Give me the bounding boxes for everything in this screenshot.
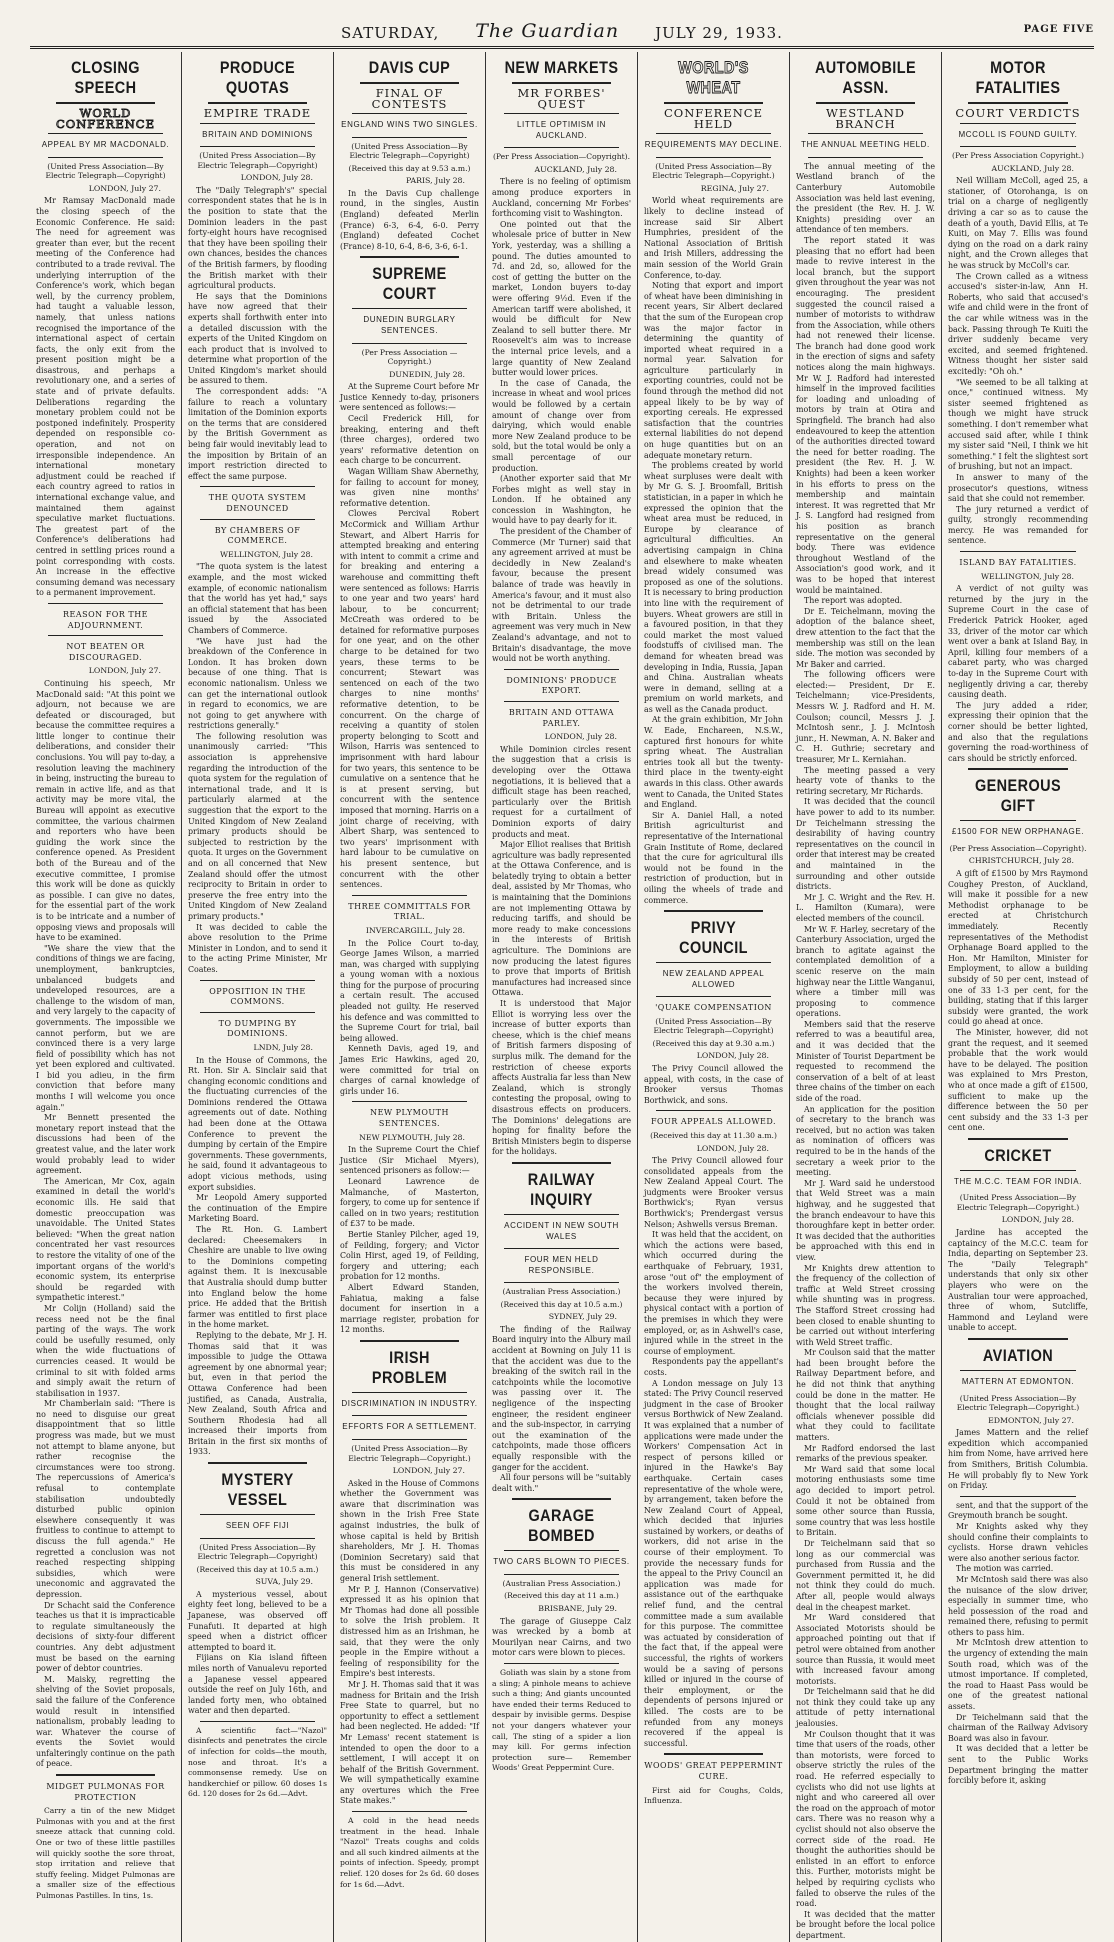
subheadline: EMPIRE TRADE: [203, 106, 312, 120]
divider: [352, 1392, 467, 1393]
article-paragraph: It was held that the accident, on which the actions were based, which occurred during the earthquake of February, 1931, arose "out of" the employment of the workers involved therein, because they were injured by physical contact with a portion of the premises in which they were employed, or, as in Ashwell's case, injured while in the street in the course of employment.: [644, 1230, 783, 1356]
article-paragraph: Fijians on Kia island fifteen miles north of Vanualevu reported a Japanese vessel appeared outside the reef on July 16th, and landed forty men, who obtained water and then departed.: [188, 1653, 327, 1716]
article-paragraph: Mr P. J. Hannon (Conservative) expressed it as his opinion that Mr Thomas had done all possible to solve the Irish problem. It distressed him as an Irishman, he said, that they were the only people in the Empire without a feeling of responsibility for the Empire's best interests.: [340, 1584, 479, 1679]
divider: [360, 1340, 459, 1342]
article-paragraph: In answer to many of the prosecutor's questions, witness said that she could not remember.: [948, 472, 1088, 504]
divider: [664, 910, 763, 912]
article-paragraph: A gift of £1500 by Mrs Raymond Coughey Preston, of Auckland, will make it possible for a new Methodist orphanage to be erected at Christchurch immediately. Recently representatives of the Methodist Orphanage Board applied to the Hon. Mr Hamilton, Minister for Employment, to allow a building subsidy of 50 per cent, instead of one of 33 1-3 per cent, for the building, stating that if this larger subsidy were granted, the work could go ahead at once.: [948, 869, 1088, 1027]
article-paragraph: Clowes Percival Robert McCormick and William Arthur Stewart, and Albert Harris for attempted breaking and entering with intent to commit a crime and for breaking and entering a warehouse and committing theft were sentenced as follows: Harris to one year and two years' hard labour, to be concurrent; McCreath was ordered to be detained for reformative purposes for one year, and on the other charge to be detained for two years, these terms to be concurrent; Stewart was sentenced on each of the two charges to nine months' reformative detention, to be concurrent. On the charge of receiving a quantity of stolen property belonging to Scott and Wilson, Harris was sentenced to imprisonment with hard labour for two years, this sentence to be cumulative on a sentence that he is at present serving, but concurrent with the sentence imposed that morning. Harris on a joint charge of receiving, with Albert Sharp, was sentenced to two years' imprisonment with hard labour to be cumulative on his present sentence, but concurrent with the other sentences.: [340, 509, 479, 890]
section-subhead: REASON FOR THE ADJOURNMENT.: [62, 609, 149, 630]
advert-text: A scientific fact—"Nazol" disinfects and penetrates the circle of infection for colds—the mouth, nose and throat. It's a commonsense remedy. Use on handkerchief or pillow. 60 doses 1s 6d. 120 doses for 2s 6d.—Advt.: [188, 1725, 327, 1799]
wire-credit: (United Press Association—By Electric Telegraph—Copyright): [197, 151, 318, 170]
article-paragraph: The following officers were elected:— President, Dr E. Teichelmann; vice-Presidents, Messrs W. J. Radford and H. M. Coulson; council, Messrs J. J. McIntosh senr., J. J. McIntosh junr., H. Newman, A. N. Baker and C. H. Guthrie; secretary and treasurer, Mr L. Kerniahan.: [796, 670, 935, 765]
subheadline: CONFERENCE HELD: [664, 106, 763, 131]
article-paragraph: The jury added a rider, expressing their opinion that the corner should be better lighted, and also that the regulations governing the road-worthiness of cars should be strictly enforced.: [948, 700, 1088, 763]
article-paragraph: World wheat requirements are likely to decline instead of increase said Sir Albert Humphries, president of the National Association of British and Irish Millers, addressing the main session of the World Grain Conference, to-day.: [644, 196, 783, 280]
article-paragraph: The annual meeting of the Westland branch of the Canterbury Automobile Association was held last evening, the president (the Rev. H. J. W. Knights) presiding over an attendance of ten members.: [796, 161, 935, 235]
article-paragraph: He says that the Dominions have now agreed that their experts shall forthwith enter into a detailed discussion with the experts of the United Kingdom on each product that is involved to determine what proportion of the United Kingdom's market should be assured to them.: [188, 291, 327, 386]
article-paragraph: The report stated it was pleasing that no effort had been made to revive interest in the local branch, but the support given throughout the year was not encouraging. The president suggested the council raised a number of motorists to withdraw from the Association, while others had not renewed their license. The branch had done good work in the erection of signs and safety notices along the main highways. Mr W. J. Radford had interested himself in the improved facilities for loading and unloading of motors by train at Otira and Springfield. The branch had also endeavoured to keep the attention of the authorities directed toward the need for better roading. The president (the Rev. H. J. W. Knights) had been a keen worker in his efforts to press on the membership and maintain interest. It was regretted that Mr J. S. Langford had resigned from his position as branch representative on the general body. There was evidence throughout Westland of the Association's good work, and it was to be hoped that interest would be maintained.: [796, 235, 935, 595]
article-paragraph: In the case of Canada, the increase in wheat and wool prices would be followed by a certain amount of change over from dairying, which would enable more New Zealand produce to be sold, but the total would be only a small percentage of our production.: [492, 378, 631, 473]
dateline: CHRISTCHURCH, July 28.: [968, 856, 1074, 866]
article-paragraph: Mr Leopold Amery supported the continuation of the Empire Marketing Board.: [188, 1193, 327, 1224]
divider: [48, 635, 163, 636]
article-paragraph: Asked in the House of Commons whether the Government was aware that discrimination was shown in the Irish Free State against industries, the bulk of whose capital is held by British shareholders, Mr J. H. Thomas (Dominion Secretary) said that this must be considered in any general Irish settlement.: [340, 1478, 479, 1583]
section-subhead: DOMINIONS' PRODUCE EXPORT.: [506, 675, 617, 696]
divider: [360, 82, 459, 84]
divider: [200, 519, 315, 520]
article-paragraph: Mr Ramsay MacDonald made the closing speech of the Economic Conference. He said: The need for agreement was greater than ever, but the recent meeting of the Conference had contributed to a trade revival. The underlying interruption of the Conference's work, which began well, by the currency problem, had taught a valuable lesson, namely, that unless nations recognised the importance of the international aspect of certain facts, the only exit from the present position might be a disastrous, and perhaps a revolutionary one, and a series of state and of private defaults. Deliberations regarding the monetary problem could not be postponed indefinitely. Prosperity depended on responsible co-operation, and not on irresponsible independence. An international monetary adjustment could be reached if each country agreed to ratios in international exchange value, and maintained them against speculative market fluctuations. The greatest part of the Conference's deliberations had centred in settling prices round a point corresponding with costs. An increase in the effective consuming demand was necessary to a permanent improvement.: [36, 196, 175, 598]
deck: THE ANNUAL MEETING HELD.: [801, 140, 930, 150]
article-paragraph: The following resolution was unanimously carried: "This association is apprehensive regarding the introduction of the quota system for the regulation of international trade, and it is particularly alarmed at the suggestion that the export to the United Kingdom of New Zealand primary products should be subjected to restriction by the quota. It urges on the Government and on all concerned that New Zealand should offer the utmost reciprocity to Britain in order to preserve the free entry into the United Kingdom of New Zealand primary products.": [188, 731, 327, 921]
article-paragraph: A verdict of not guilty was returned by the jury in the Supreme Court in the case of Frederick Patrick Hooker, aged 33, driver of the motor car which went over a bank at Island Bay, in April, killing four members of a cabaret party, who was charged to-day in the Supreme Court with negligently driving a car, thereby causing death.: [948, 584, 1088, 700]
section-subhead: OPPOSITION IN THE COMMONS.: [209, 986, 306, 1007]
section-subhead: NOT BEATEN OR DISCOURAGED.: [66, 642, 145, 662]
deck: NEW ZEALAND APPEAL ALLOWED: [662, 969, 765, 989]
divider: [968, 1138, 1068, 1140]
subheadline: FINAL OF CONTESTS: [371, 86, 448, 111]
dateline: WELLINGTON, July 28.: [220, 549, 313, 559]
divider: [352, 137, 467, 138]
article-paragraph: Noting that export and import of wheat have been diminishing in recent years, Sir Albert declared that the sum of the European crop was the major factor in determining the quantity of imported wheat required in a normal year. Salvation for agriculture particularly in exporting countries, could not be found through the method did not appeal likely to be by way of exporting cereals. He expressed satisfaction that the countries external liabilities do not depend on huge quantities but on an adequate monetary return.: [644, 281, 783, 460]
headline: GENEROUS GIFT: [974, 776, 1062, 816]
dateline: NEW PLYMOUTH, July 28.: [359, 1132, 465, 1142]
column-3: [334, 52, 486, 1942]
section-subhead: TO DUMPING BY DOMINIONS.: [218, 1018, 297, 1039]
article-paragraph: The correspondent adds: "A failure to reach a voluntary limitation of the Dominion exports on the terms that are considered by the British Government as being fair would inevitably lead to the imposition by Britain of an import restriction directed to effect the same purpose.: [188, 387, 327, 481]
section-subhead: THREE COMMITTALS FOR TRIAL.: [348, 901, 471, 922]
divider: [56, 1774, 155, 1776]
deck: TWO CARS BLOWN TO PIECES.: [493, 1557, 630, 1567]
divider: [48, 603, 163, 604]
wire-credit: (United Press Association—By Electric Telegraph—Copyright.): [652, 161, 775, 181]
headline: RAILWAY INQUIRY: [527, 1169, 596, 1209]
wire-credit: (Per Press Association — Copyright.): [361, 347, 458, 367]
advert-text: First aid for Coughs, Colds, Influenza.: [644, 1785, 783, 1806]
article-paragraph: All four persons will be "suitably dealt with.": [492, 1473, 631, 1493]
divider: [512, 82, 611, 84]
divider: [504, 1574, 619, 1575]
advert-title: WOODS' GREAT PEPPERMINT CURE.: [644, 1761, 783, 1781]
divider: [208, 102, 307, 104]
masthead: [30, 20, 1094, 49]
dateline: LONDON, July 27.: [392, 1466, 465, 1476]
article-paragraph: The "Daily Telegraph's" special correspondent states that he is in the position to state that the Dominion leaders in the past forty-eight hours have recognised that they have been spoiling their own chances, besides the chances of the British farmers, by flooding the British market with their agricultural products.: [188, 185, 327, 291]
divider: [56, 102, 155, 104]
dateline: SYDNEY, July 29.: [548, 1312, 617, 1322]
article-paragraph: Mr J. H. Thomas said that it was madness for Britain and the Irish Free State to quarrel, but no opportunity to effect a settlement had been neglected. He added: "If Mr Lemass' recent statement is intended to open the door to a settlement, I will accept it on behalf of the British Government. We will sympathetically examine any overtures which the Free State makes.": [340, 1679, 479, 1806]
article-paragraph: In the House of Commons, the Rt. Hon. Sir A. Sinclair said that changing economic conditions and the fluctuating currencies of the Dominions rendered the Ottawa agreements out of date. Nothing had been done at the Ottawa Conference to prevent the dumping by certain of the Empire governments. These governments, he said, found it advantageous to adopt vicious methods, using export subsidies.: [188, 1055, 327, 1192]
article-paragraph: Mr Knights asked why they should confine their complaints to cyclists. Horse drawn vehicles were also another serious factor.: [948, 1521, 1088, 1563]
wire-credit: (Per Press Association Copyright.): [952, 151, 1084, 161]
divider: [504, 1282, 619, 1283]
article-paragraph: Mr Knights drew attention to the frequency of the collection of traffic at Weld Street crossing while shunting was in progress. The Stafford Street crossing had been closed to enable shunting to be carried out without interfering with Weld Street traffic.: [796, 1263, 935, 1347]
divider: [352, 113, 467, 114]
article-paragraph: It is understood that Major Elliot is worrying less over the increase of butter exports than cheese, which is the chief means of British farmers disposing of surplus milk. The demand for the restriction of cheese exports affects Australia far less than New Zealand, which is strongly contesting the proposal, owing to disastrous effects on producers. The Dominions' delegations are hoping for finality before the British Ministers begin to disperse for the holidays.: [492, 999, 632, 1157]
headline: CRICKET: [984, 1145, 1052, 1165]
deck: BRITAIN AND DOMINIONS: [202, 129, 313, 139]
article-paragraph: Bertie Stanley Pilcher, aged 19, of Feilding, forgery; and Victor Colin Hirst, aged 19, of Feilding, forgery and uttering; each probation for 12 months.: [340, 1229, 479, 1282]
divider: [960, 551, 1076, 552]
headline: WORLD'S WHEAT: [678, 58, 749, 97]
article-paragraph: The Privy Council allowed four consolidated appeals from the New Zealand Appeal Court. The judgments were Brooker versus Borthwick's; Ryan versus Borthwick's; Prendergast versus Nelson; Ashwells versus Breman.: [644, 1156, 783, 1229]
section-subhead: NEW PLYMOUTH SENTENCES.: [370, 1108, 449, 1128]
divider: [360, 256, 459, 258]
divider: [960, 146, 1076, 147]
received-time: (Received this day at 11 a.m.): [504, 1591, 619, 1601]
article-paragraph: Kenneth Davis, aged 19, and James Eric Hawkins, aged 20, were committed for trial on charges of carnal knowledge of girls under 16.: [340, 1044, 479, 1096]
divider: [504, 1214, 619, 1215]
dateline: LONDON, July 28.: [240, 173, 313, 183]
received-time: (Received this day at 10.5 a.m.): [196, 1564, 319, 1574]
divider: [664, 102, 763, 104]
article-paragraph: Jardine has accepted the captaincy of the M.C.C. team for India, departing on September 23. The "Daily Telegraph" understands that only six other players who were on the Australian tour were approached, three of whom, Sutcliffe, Hammond and Leyland were unable to accept.: [948, 1228, 1088, 1333]
dateline: LONDON, July 28.: [696, 1143, 769, 1153]
article-paragraph: The Privy Council allowed the appeal, with costs, in the case of Brooker versus Thomas Borthwick, and sons.: [644, 1064, 783, 1105]
divider: [504, 113, 619, 114]
divider: [656, 962, 771, 963]
received-time: (Received this day at 9.53 a.m.): [348, 163, 471, 173]
article-paragraph: The meeting passed a very hearty vote of thanks to the retiring secretary, Mr Richards.: [796, 765, 935, 796]
wire-credit: (United Press Association—By Electric Telegraph—Copyright.): [956, 1393, 1080, 1413]
article-paragraph: Neil William McColl, aged 25, a stationer, of Otorohanga, is on trial on a charge of negligently driving a car so as to cause the death of a youth, David Ellis, at Te Kuiti, on May 7. Ellis was found dying on the road on a dark rainy night, and the Crown alleges that he was struck by McColl's car.: [948, 176, 1088, 271]
headline: SUPREME COURT: [372, 264, 447, 304]
dateline: SUVA, July 29.: [255, 1577, 313, 1587]
article-paragraph: The report was adopted.: [804, 596, 903, 606]
dateline: EDMONTON, July 27.: [988, 1415, 1074, 1425]
divider: [504, 1663, 619, 1664]
divider: [960, 1370, 1076, 1371]
column-4: [486, 52, 638, 1942]
wire-credit: (Australian Press Association.): [502, 1578, 621, 1588]
divider: [504, 1248, 619, 1249]
article-paragraph: The American, Mr Cox, again examined in detail the world's economic ills. He said that domestic preoccupation was unavoidable. The United States believed: "When the great nation concentrated her vast resources to restore the vitality of one of the important organs of the world's economic system, its enterprise should be regarded with sympathetic interest.": [36, 1176, 175, 1303]
headline: AVIATION: [982, 1346, 1054, 1365]
article-paragraph: Mr J. Ward said he understood that Weld Street was a main highway, and he suggested that the branch endeavour to have this thoroughfare kept in better order. It was decided that the authorities be approached with this end in view.: [796, 1178, 935, 1262]
article-paragraph: In the Davis Cup challenge round, in the singles, Austin (England) defeated Merlin (France) 6-3, 6-4, 6-0. Perry (England) defeated Cochet (France) 8-10, 6-4, 8-6, 3-6, 6-1.: [340, 188, 479, 251]
article-paragraph: Dr Teichelmann said that the chairman of the Railway Advisory Board was also in favour.: [948, 1712, 1088, 1743]
divider: [968, 768, 1068, 770]
section-subhead: ISLAND BAY FATALITIES.: [959, 558, 1077, 568]
divider: [960, 1496, 1076, 1497]
article-paragraph: It was decided that a letter be sent to the Public Works Department bringing the matter forcibly before it, asking: [948, 1744, 1088, 1786]
article-paragraph: "The quota system is the latest example, and the most wicked example, of economic nationalism that the world has yet had," says an official statement that has been issued by the Associated Chambers of Commerce.: [188, 562, 327, 635]
column-5: [638, 52, 790, 1942]
divider: [352, 895, 467, 896]
dateline: DUNEDIN, July 28.: [389, 369, 465, 379]
article-paragraph: It was decided that the matter be brought before the local police department.: [796, 1909, 935, 1940]
divider: [200, 980, 315, 981]
dateline: LONDON, July 28.: [696, 1051, 769, 1061]
article-paragraph: The garage of Giuseppe Calz was wrecked by a bomb at Mourilyan near Cairns, and two motor cars were blown to pieces.: [492, 1616, 631, 1658]
advert-text: Carry a tin of the new Midget Pulmonas with you and at the first sneeze attack that cunning cold. One or two of these little pastilles will quickly soothe the sore throat, stop irritation and relieve that stuffy feeling. Midget Pulmonas are a smaller size of the effectious Pulmonas Pastilles. In tins, 1s.: [36, 1806, 175, 1900]
received-time: (Received this day at 9.30 a.m.): [652, 1038, 775, 1048]
deck: ACCIDENT IN NEW SOUTH WALES: [504, 1220, 619, 1241]
dateline: LNDN, July 28.: [253, 1042, 313, 1052]
article-paragraph: sent, and that the support of the Greymouth branch be sought.: [948, 1500, 1088, 1521]
section-subhead: FOUR APPEALS ALLOWED.: [650, 1117, 777, 1127]
received-time: (Received this day at 10.5 a.m.): [500, 1299, 623, 1309]
headline: CLOSING SPEECH: [71, 58, 140, 97]
divider: [512, 1162, 611, 1164]
deck: ENGLAND WINS TWO SINGLES.: [341, 120, 478, 130]
wire-credit: (Per Press Association—Copyright).: [949, 843, 1087, 853]
article-paragraph: It was decided that the council have power to add to its number. Dr Teichelmann stressing the desirability of having country representatives on the council in order that interest may be created and maintained in the surrounding and other outside districts.: [796, 797, 935, 892]
wire-credit: (United Press Association—By Electric Telegraph—Copyright.): [956, 1193, 1080, 1212]
divider: [200, 146, 315, 147]
wire-credit: (Per Press Association—Copyright).: [492, 152, 631, 162]
dateline: AUCKLAND, July 28.: [991, 163, 1074, 173]
column-7: [942, 52, 1094, 1942]
article-paragraph: Mr McIntosh said there was also the nuisance of the slow driver, especially in summer time, who held possession of the road and remained there, refusing to permit others to pass him.: [948, 1574, 1088, 1637]
column-6: [790, 52, 942, 1942]
article-paragraph: Leonard Lawrence de Malmanche, of Masterton, forgery, to come up for sentence if called on in two years; restitution of £37 to be made.: [340, 1176, 479, 1229]
headline: MOTOR FATALITIES: [975, 58, 1061, 97]
deck: EFFORTS FOR A SETTLEMENT.: [342, 1422, 477, 1432]
article-paragraph: Mr Colijn (Holland) said the recess need not be the final parting of the ways. The work could be usefully resumed, only when the wide fluctuations of currencies ceased. It would be criminal to sit with folded arms and simply await the return of stabilisation in 1937.: [36, 1303, 175, 1398]
dateline: WELLINGTON, July 28.: [981, 571, 1074, 581]
masthead-date: JULY 29, 1933.: [655, 24, 783, 42]
wire-credit: (United Press Association—By Electric Telegraph—Copyright): [349, 141, 470, 161]
article-paragraph: "We have just had the breakdown of the Conference in London. It has broken down because of one thing. That is economic nationalism. Unless we can get the international outlook in regard to economics, we are not going to get anywhere with restrictions generally.": [188, 636, 327, 731]
headline: GARAGE BOMBED: [528, 1506, 595, 1546]
divider: [504, 147, 619, 148]
wire-credit: (United Press Association—By Electric Telegraph—Copyright): [653, 1016, 774, 1036]
divider: [808, 133, 923, 134]
article-paragraph: Mr Chamberlain said: "There is no need to disguise our great disappointment that so little progress was made, but we must not attempt to blame anyone, but rather recognise the circumstances were too strong. The repercussions of America's refusal to contemplate stabilisation undoubtedly disturbed public opinion elsewhere consequently it was fruitless to continue to attempt to discuss the full agenda." He regretted a conclusion was not reached respecting shipping subsidies, which were uneconomic and aggravated the depression.: [36, 1399, 175, 1599]
divider: [656, 1110, 771, 1111]
divider: [504, 701, 619, 702]
divider: [200, 1538, 315, 1539]
divider: [504, 669, 619, 670]
wire-credit: (United Press Association—By Electric Telegraph—Copyright.): [348, 1444, 471, 1463]
deck: LITTLE OPTIMISM IN AUCKLAND.: [516, 120, 607, 140]
article-paragraph: Dr Schacht said the Conference teaches us that it is impracticable to regulate simultaneously the decisions of sixty-four different countries. Any debt adjustment must be based on the earning power of debtor countries.: [36, 1600, 175, 1674]
divider: [968, 102, 1068, 104]
dateline: LONDON, July 28.: [1001, 1215, 1074, 1225]
article-paragraph: The Minister, however, did not grant the request, and it seemed probable that the work would have to be delayed. The position was explained to Mrs Preston, who at once made a gift of £1500, sufficient to make up the difference between the 50 per cent subsidy and the 33 1-3 per cent one.: [948, 1027, 1088, 1133]
advert-text: A cold in the head needs treatment in the head. Inhale "Nazol" Treats coughs and colds and all such kindred ailments at the points of infection. Speedy, prompt relief. 120 doses for 2s 6d. 60 doses for 1s 6d.—Advt.: [340, 1816, 479, 1889]
dateline: LONDON, July 28.: [544, 732, 617, 742]
article-paragraph: One pointed out that the wholesale price of butter in New York, yesterday, was a shilling a pound. The duties amounted to 7d. and 2d, so, allowed for the cost of getting the butter on the market, London buyers to-day were offering 9½d. Even if the American tariff were abolished, it would be difficult for New Zealand to sell butter there. Mr Roosevelt's aim was to increase the internal price levels, and a large quantity of New Zealand butter would lower prices.: [492, 219, 631, 378]
dateline: INVERCARGILL, July 28.: [365, 925, 465, 935]
divider: [200, 486, 315, 487]
deck: DUNEDIN BURGLARY SENTENCES.: [363, 315, 456, 336]
article-paragraph: Mr Ward said that some local motoring enthusiasts some time ago decided to import petrol. Could it not be obtained from some other source than Russia, some country that was less hostile to Britain.: [796, 1464, 935, 1538]
article-paragraph: (Another exporter said that Mr Forbes might as well stay in London. If he obtained any concession in Washington, he would have to pay dearly for it.: [492, 474, 631, 526]
article-paragraph: Wagan William Shaw Abernethy, for failing to account for money, was given nine months' reformative detention.: [340, 466, 479, 508]
article-paragraph: While Dominion circles resent the suggestion that a crisis is developing over the Ottawa negotiations, it is believed that a difficult stage has been reached, particularly over the British request for a curtailment of Dominion exports of dairy products and meat.: [492, 744, 631, 839]
article-paragraph: The president of the Chamber of Commerce (Mr Turner) said that any agreement arrived at must be decidedly in New Zealand's favour, because the present balance of trade was heavily in America's favour, and it must also not be detrimental to our trade with Britain. Unless the agreement was very much in New Zealand's advantage, and not to Britain's disadvantage, the move would not be worth anything.: [492, 527, 631, 664]
article-paragraph: Dr Teichelmann said that he did not think they could take up any attitude of petty international jealousies.: [796, 1687, 935, 1729]
article-paragraph: Mr Coulson thought that it was time that users of the roads, other than motorists, were forced to observe strictly the rules of the road. He referred especially to cyclists who did not use lights at night and who careered all over the road on the approach of motor cars. There was no reason why a cyclist should not also observe the correct side of the road. He thought the authorities should be enlisted in an effort to enforce this. Further, motorists might be helped by requiring cyclists who failed to observe the rules of the road.: [796, 1729, 935, 1909]
divider: [816, 102, 915, 104]
divider: [352, 1415, 467, 1416]
divider: [656, 996, 771, 997]
article-paragraph: At the Supreme Court before Mr Justice Kennedy to-day, prisoners were sentenced as follows:—: [340, 382, 479, 413]
dateline: LONDON, July 27.: [88, 183, 161, 193]
section-subhead: BY CHAMBERS OF COMMERCE.: [214, 525, 301, 546]
divider: [808, 157, 923, 158]
divider: [352, 1811, 467, 1812]
divider: [48, 157, 163, 158]
article-paragraph: The finding of the Railway Board inquiry into the Albury mail accident at Bowning on July 11 is that the accident was due to the breaking of the switch rail in the catchpoints while the locomotive was passing over it. The negligence of the inspecting engineer, the resident engineer and the sub-inspector, in carrying out the examination of the catchpoints, made those officers equally responsible with the ganger for the accident.: [492, 1324, 631, 1472]
advert-title: MIDGET PULMONAS FOR PROTECTION: [46, 1782, 165, 1802]
article-paragraph: The jury returned a verdict of guilty, strongly recommending mercy. He was remanded for sentence.: [948, 504, 1088, 546]
article-paragraph: Respondents pay the appellant's costs.: [644, 1357, 783, 1377]
headline: DAVIS CUP: [368, 58, 451, 77]
column-1: [30, 52, 182, 1942]
article-paragraph: Mr Ward considered that Associated Motorists should be approached pointing out that if petrol were obtained from another source than Russia, it would meet with increased favour among motorists.: [796, 1613, 935, 1686]
divider: [48, 133, 163, 134]
dateline: BRISBANE, July 29.: [538, 1603, 617, 1613]
deck: DISCRIMINATION IN INDUSTRY.: [341, 1398, 478, 1408]
masthead-day: SATURDAY,: [341, 24, 440, 42]
section-subhead: 'QUAKE COMPENSATION: [655, 1003, 772, 1013]
headline: PRIVY COUNCIL: [679, 918, 748, 958]
article-paragraph: There is no feeling of optimism among produce exporters in Auckland, concerning Mr Forbes' forthcoming visit to Washington.: [492, 177, 631, 219]
deck: £1500 FOR NEW ORPHANAGE.: [951, 827, 1085, 837]
headline: MYSTERY VESSEL: [221, 1470, 294, 1510]
wire-credit: (Australian Press Association.): [502, 1287, 621, 1297]
deck: APPEAL BY MR MACDONALD.: [41, 140, 170, 150]
article-paragraph: "We seemed to be all talking at once," continued witness. My sister seemed frightened as though we might have struck something. I don't remember what accused said after, while I think my sister said "Neil, I think we hit something." I felt the slightest sort of brushing, but not an impact.: [948, 377, 1088, 472]
columns: [30, 52, 1094, 1940]
article-paragraph: An application for the position of secretary to the branch was received, but no action was taken as nomination of officers was required to be in the hands of the secretary a week prior to the meeting.: [796, 1104, 935, 1178]
divider: [352, 1439, 467, 1440]
deck: MATTERN AT EDMONTON.: [961, 1377, 1075, 1386]
headline: PRODUCE QUOTAS: [219, 58, 296, 97]
section-subhead: THE QUOTA SYSTEM DENOUNCED: [208, 493, 307, 513]
article-paragraph: A mysterious vessel, about eighty feet long, believed to be a Japanese, was observed off Funafuti. It departed at high speed when a district officer attempted to board it.: [188, 1589, 327, 1652]
subheadline: MR FORBES' QUEST: [517, 86, 606, 111]
deck: THE M.C.C. TEAM FOR INDIA.: [954, 1176, 1082, 1186]
divider: [352, 343, 467, 344]
divider: [200, 123, 315, 124]
article-paragraph: It was decided to cable the above resolution to the Prime Minister in London, and to send it to the acting Prime Minister, Mr Coates.: [188, 922, 327, 974]
divider: [200, 1514, 315, 1515]
divider: [208, 1462, 307, 1464]
section-subhead: BRITAIN AND OTTAWA PARLEY.: [508, 707, 615, 728]
article-paragraph: In the Supreme Court the Chief Justice (Sir Michael Myers), sentenced prisoners as follow:—: [340, 1145, 479, 1176]
article-paragraph: Members said that the reserve referred to was a beautiful area, and it was decided that the Minister of Tourist Department be requested to recommend the conservation of a belt of at least three chains of the timber on each side of the road.: [796, 1019, 935, 1104]
divider: [200, 1721, 315, 1722]
deck: REQUIREMENTS MAY DECLINE.: [644, 140, 783, 150]
headline: NEW MARKETS: [504, 58, 619, 77]
article-paragraph: Dr Teichelmann said that so long as our commercial was purchased from Russia and the Government permitted it, he did not think they could do much. After all, people would always deal in the cheapest market.: [796, 1538, 935, 1612]
subheadline: WESTLAND BRANCH: [826, 106, 905, 131]
dateline: REGINA, July 27.: [700, 183, 769, 193]
article-paragraph: Mr J. C. Wright and the Rev. H. L. Hamilton (Kumara), were elected members of the council.: [796, 892, 935, 923]
article-paragraph: A London message on July 13 stated: The Privy Council reserved judgment in the case of Brooker versus Borthwick of New Zealand. It was explained that a number of applications were made under the Workers' Compensation Act in respect of persons killed or injured in the Hawke's Bay earthquake. Certain cases representative of the whole were, by arrangement, taken before the New Zealand Court of Appeal, which decided that injuries sustained by workers, or deaths of workers, did not arise in the course of their employment. To provide the necessary funds for the appeal to the Privy Council an application was made for assistance out of the earthquake relief fund, and the central committee made a sum available for this purpose. The committee was actuated by consideration of the fact that, if the appeal were successful, the rights of workers would be a saving of persons killed or injured in the course of their employment, or the dependents of persons injured or killed. The costs are to be refunded from any moneys recovered if the appeal is successful.: [644, 1378, 783, 1748]
article-paragraph: Cecil Frederick Hill, for breaking, entering and theft (three charges), ordered two years' reformative detention on each charge to be concurrent.: [340, 414, 479, 466]
article-paragraph: Sir A. Daniel Hall, a noted British agriculturist and representative of the International Grain Institute of Rome, declared that the cure for agricultural ills would not be found in the restriction of production, but in oiling the wheels of trade and commerce.: [644, 810, 783, 905]
divider: [504, 1550, 619, 1551]
article-paragraph: The Crown called as a witness accused's sister-in-law, Ann H. Roberts, who said that accused's wife and child were in the front of the car while witness was in the back. Passing through Te Kuiti the driver suddenly became very excited, and seemed frightened. Witness thought her sister said excitedly: "Oh oh.": [948, 271, 1088, 376]
dateline: AUCKLAND, July 28.: [534, 164, 617, 174]
divider: [512, 1498, 611, 1500]
article-paragraph: Mr Bennett presented the monetary report instead that the discussions had been of the greatest value, and the later work would probably lead to wider agreement.: [36, 1113, 175, 1176]
article-paragraph: Mr Radford endorsed the last remarks of the previous speaker.: [796, 1443, 935, 1464]
divider: [960, 1170, 1076, 1171]
column-2: [182, 52, 334, 1942]
subheadline: COURT VERDICTS: [955, 106, 1081, 120]
article-paragraph: M. Maisky, regretting the shelving of the Soviet proposals, said the failure of the Conference would result in intensified nationalism, probably leading to war. Whatever the course of events the Soviet would unfalteringly continue on the path of peace.: [36, 1674, 175, 1769]
article-paragraph: Mr Coulson said that the matter had been brought before the Railway Department before, and he did not think that anything could be done in the matter. He thought that the local railway officials whenever possible did what they could to facilitate matters.: [796, 1348, 935, 1443]
wire-credit: (United Press Association—By Electric Telegraph—Copyright): [197, 1542, 318, 1562]
article-paragraph: The Rt. Hon. G. Lambert declared: Cheesemakers in Cheshire are unable to live owing to the Dominions competing against them. It is inexcusable that Australia should dump butter into England below the home price. He added that the British farmer was entitled to first place in the home market.: [188, 1225, 327, 1330]
received-time: (Received this day at 11.30 a.m.): [650, 1131, 777, 1140]
divider: [656, 133, 771, 134]
article-paragraph: At the grain exhibition, Mr John W. Eade, Enchareen, N.S.W., captured first honours for white spring wheat. The Australian entries took all but the twenty-third place in the twenty-eight awards in this class. Other awards went to Canada, the United States and England.: [644, 715, 783, 810]
article-paragraph: Mr McIntosh drew attention to the urgency of extending the main South road, which was of the utmost importance. If completed, the road to Haast Pass would be one of the greatest national assets.: [948, 1638, 1088, 1712]
dateline: PARIS, July 28.: [405, 176, 465, 186]
deck: FOUR MEN HELD RESPONSIBLE.: [524, 1255, 599, 1275]
wire-credit: (United Press Association—By Electric Telegraph—Copyright): [45, 161, 166, 181]
divider: [200, 1012, 315, 1013]
article-paragraph: "We share the view that the conditions of things we are facing, unemployment, bankruptcies, unbalanced budgets and undeveloped resources, are a challenge to the wisdom of man, and very largely to the capacity of governments. The impossible we cannot perform, but we are convinced there is a very large field of possibility which has not yet been explored and cultivated. I bid you adieu, in the firm conviction that before many months I will welcome you once again.": [36, 943, 175, 1112]
divider: [664, 1753, 763, 1755]
article-paragraph: Major Elliot realises that British agriculture was badly represented at the Ottawa Conference, and is belatedly trying to obtain a better deal, assisted by Mr Thomas, who is maintaining that the Dominions are not implementing Ottawa by reducing tariffs, and should be more ready to make concessions in the interests of British agriculture. The Dominions are now producing the latest figures to prove that imports of British manufactures had increased since Ottawa.: [492, 840, 631, 998]
deck: SEEN OFF FIJI: [225, 1521, 290, 1531]
subheadline: WORLD CONFERENCE: [56, 106, 155, 131]
advert-text: Goliath was slain by a stone from a sling; A pinhole means to achieve such a thing; And giants uncounted have ended their terms Reduced to despair by invisible germs. Despise not your dangers whatever your call, The sting of a spider a lion may kill. For germs infection protection sure— Remember Woods' Great Peppermint Cure.: [492, 1667, 631, 1773]
article-paragraph: In the Police Court to-day, George James Wilson, a married man, was charged with supplying a young woman with a noxious thing for the purpose of procuring a certain result. The accused pleaded not guilty. He reserved his defence and was committed to the Supreme Court for trial, bail being allowed.: [340, 938, 479, 1043]
article-paragraph: The problems created by world wheat surpluses were dealt with by Mr G. S. J. Broomfall, British statistician, in a paper in which he expressed the opinion that the wheat area must be reduced, in Europe by clearance of agricultural difficulties. An advertising campaign in China and elsewhere to make wheaten bread widely consumed was proposed as one of the solutions. It is necessary to bring production into line with the requirement of buyers. Wheat growers are still in a favoured position, in that they could market the most valued foodstuffs of civilised man. The demand for wheaten bread was developing in India, Russia, Japan and China. Australian wheats were in demand, selling at a premium on world markets, and as well as the Canada product.: [644, 461, 783, 714]
divider: [960, 820, 1076, 821]
article-paragraph: James Mattern and the relief expedition which accompanied him from Nome, have arrived here from Smithers, British Columbia. He will probably fly to New York on Friday.: [948, 1428, 1088, 1491]
headline: AUTOMOBILE ASSN.: [814, 58, 917, 97]
divider: [352, 1101, 467, 1102]
article-paragraph: Albert Edward Standen, Fahiatua, making a false document for insertion in a marriage register, probation for 12 months.: [340, 1282, 479, 1335]
divider: [352, 308, 467, 309]
masthead-page-number: PAGE FIVE: [1023, 24, 1094, 35]
dateline: LONDON, July 27.: [88, 666, 161, 676]
article-paragraph: Mr W. F. Harley, secretary of the Canterbury Association, urged the branch to agitate against the contemplated demolition of a scenic reserve on the main highway near the Little Wanganui, where a timber mill was proposing to commence operations.: [796, 924, 935, 1019]
article-paragraph: Continuing his speech, Mr MacDonald said: "At this point we adjourn, not because we are defeated or discouraged, but because the committee requires a little longer to continue their deliberations, and consider their conclusions. You will pay to-day, a resolution leaving the machinery in being, instructing the bureau to remain in active life, and as that activity may be more vital, the Bureau will appoint as executive committee, the various chairmen and reporters who have been guiding the work since the conference opened. As President both of the Bureau and of the executive committee, I promise this work will be done as quickly as possible. I can give no dates, for the essential part of the work is to be intricate and a number of opposing views and proposals will have to be examined.: [36, 678, 175, 943]
divider: [656, 157, 771, 158]
deck: MCCOLL IS FOUND GUILTY.: [958, 129, 1078, 139]
article-paragraph: Replying to the debate, Mr J. H. Thomas said that it was impossible to judge the Ottawa agreement by one abnormal year; but, even in that period the Ottawa Conference had been justified, as Canada, Australia, New Zealand, South Africa and Southern Rhodesia had all increased their imports from Britain in the first six months of 1933.: [188, 1330, 327, 1457]
article-paragraph: The motion was carried.: [956, 1564, 1054, 1574]
headline: IRISH PROBLEM: [371, 1347, 448, 1387]
divider: [968, 1338, 1068, 1340]
masthead-paper-name: The Guardian: [475, 20, 620, 42]
divider: [960, 123, 1076, 124]
article-paragraph: Dr E. Teichelmann, moving the adoption of the balance sheet, drew attention to the fact that the membership was still on the lean side. The motion was seconded by Mr Baker and carried.: [796, 606, 935, 669]
